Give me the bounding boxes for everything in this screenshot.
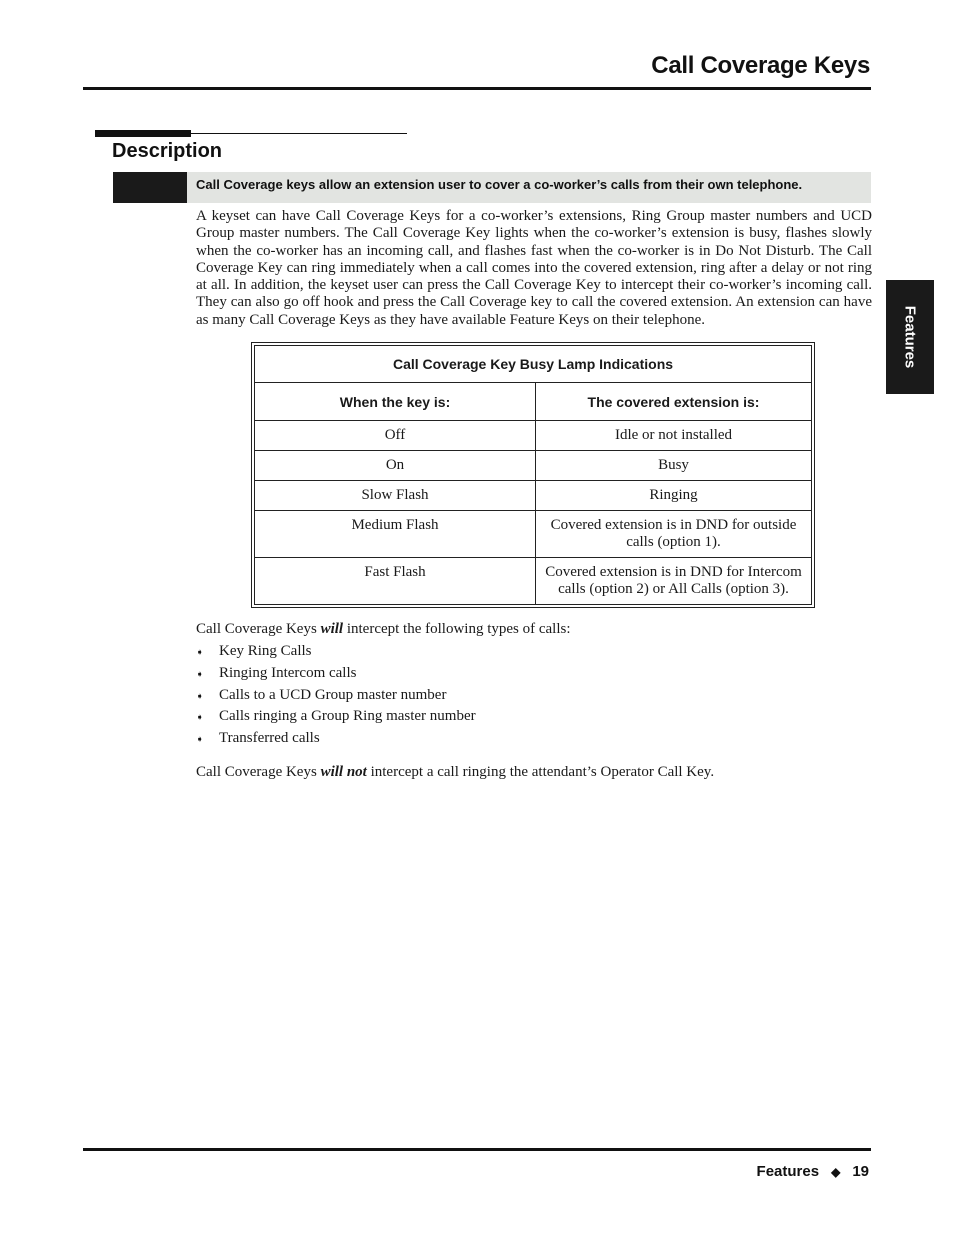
- summary-block: [113, 172, 871, 203]
- section-heading: Description: [112, 140, 223, 162]
- section-rule: [95, 133, 407, 134]
- bullet-arrow-icon: ➧: [196, 647, 204, 657]
- list-item-text: Key Ring Calls: [219, 643, 312, 659]
- intercept-intro: [196, 621, 571, 638]
- table-cell-key: Slow Flash: [255, 481, 536, 511]
- summary-marker: [113, 172, 187, 203]
- table-cell-extension: Covered extension is in DND for Intercom calls (option 2) or All Calls (option 3).: [536, 558, 812, 605]
- table-cell-key: Off: [255, 421, 536, 451]
- closing-lead: Call Coverage Keys: [196, 764, 317, 780]
- side-tab-label: Features: [901, 305, 919, 369]
- list-item-text: Transferred calls: [219, 730, 320, 747]
- table-cell-key: Medium Flash: [255, 511, 536, 558]
- page-title: Call Coverage Keys: [651, 52, 870, 79]
- header-rule: [83, 87, 871, 90]
- body-paragraph: A keyset can have Call Coverage Keys for a co-worker’s extensions, Ring Group master numbers and UCD Group master numbers. The Call Coverage Key lights when the co-worker’s extension is busy, flashes slowly when the co-worker has an incoming call, and flashes fast when the co-worker is in Do Not Disturb. The Call Coverage Key can ring immediately when a call comes into the covered extension, ring after a delay or not ring at all. In addition, the keyset user can press the Call Coverage Key to intercept their co-worker’s incoming call. They can also go off hook and press the Call Coverage key to call the covered extension. An extension can have as many Call Coverage Keys as they have available Feature Keys on their telephone.: [196, 208, 872, 328]
- lamp-indication-table: [251, 342, 815, 608]
- table-row: [255, 481, 812, 511]
- closing-rest: intercept a call ringing the attendant’s Operator Call Key.: [370, 764, 715, 780]
- list-item: [196, 642, 476, 664]
- table-row: [255, 558, 812, 605]
- table-cell-extension: Idle or not installed: [536, 421, 812, 451]
- table-cell-extension: Busy: [536, 451, 812, 481]
- footer: [757, 1163, 869, 1180]
- table-row: [255, 511, 812, 558]
- bullet-arrow-icon: ➧: [196, 690, 204, 701]
- footer-section: Features: [756, 1163, 820, 1180]
- table-cell-extension: Covered extension is in DND for outside calls (option 1).: [536, 511, 812, 558]
- table-cell-extension: Ringing: [536, 481, 812, 511]
- list-item: [196, 664, 476, 686]
- table-row: [255, 451, 812, 481]
- list-item-text: Calls ringing a Group Ring master number: [219, 708, 476, 725]
- list-item-text: Calls to a UCD Group master number: [219, 686, 447, 703]
- table-cell-key: Fast Flash: [255, 558, 536, 605]
- list-item-text: Ringing Intercom calls: [219, 664, 357, 681]
- list-item: [196, 686, 476, 708]
- list-item: [196, 729, 476, 751]
- side-tab-features: [886, 280, 934, 394]
- bullet-arrow-icon: ➧: [196, 668, 204, 679]
- footer-rule: [83, 1148, 871, 1151]
- diamond-icon: ◆: [831, 1164, 841, 1179]
- table-header-key: When the key is:: [255, 383, 536, 421]
- bullet-arrow-icon: ➧: [196, 712, 204, 723]
- intercept-lead: Call Coverage Keys: [196, 621, 317, 637]
- table-cell-key: On: [255, 451, 536, 481]
- summary-text: Call Coverage keys allow an extension user to cover a co-worker’s calls from their own telephone.: [187, 172, 871, 203]
- intercept-list: [196, 642, 476, 751]
- intercept-rest: intercept the following types of calls:: [346, 621, 571, 637]
- closing-emphasis: will not: [320, 764, 367, 780]
- table-header-extension: The covered extension is:: [536, 383, 812, 421]
- bullet-arrow-icon: ➧: [196, 734, 204, 745]
- table-row: [255, 421, 812, 451]
- page-number: 19: [852, 1163, 869, 1180]
- table-title: Call Coverage Key Busy Lamp Indications: [255, 346, 812, 383]
- list-item: [196, 707, 476, 729]
- closing-sentence: [196, 764, 714, 781]
- intercept-emphasis: will: [320, 621, 344, 637]
